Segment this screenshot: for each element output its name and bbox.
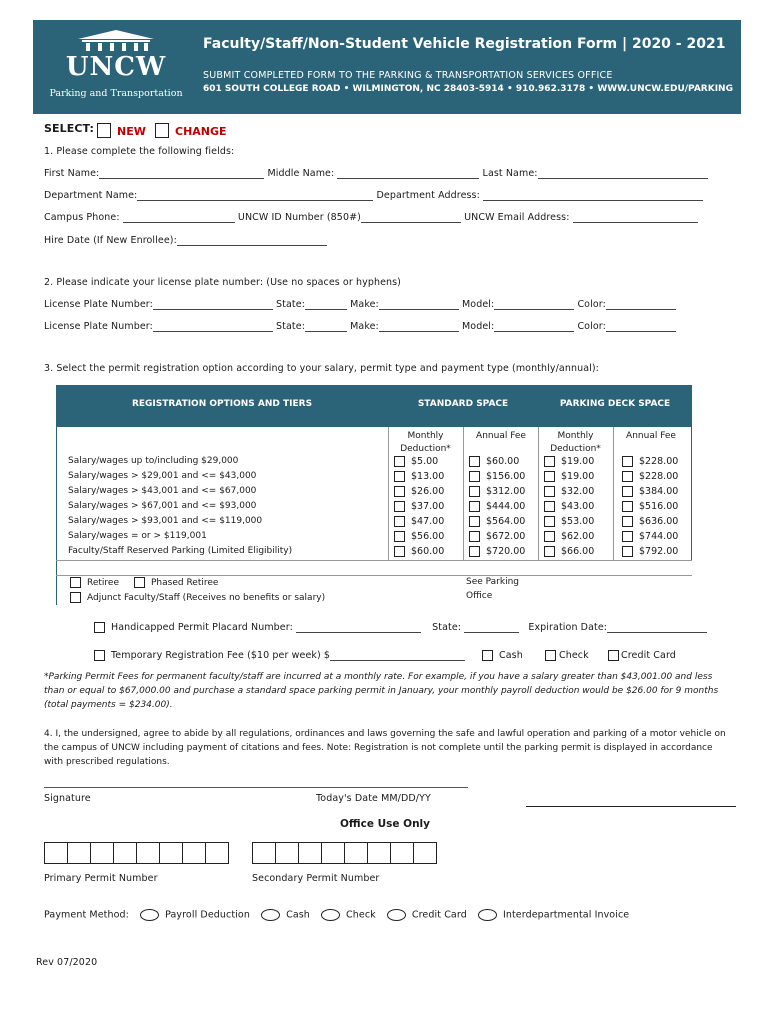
adjunct-label: Adjunct Faculty/Staff (Receives no benefits or salary) <box>87 593 326 603</box>
section2-heading: 2. Please indicate your license plate number: (Use no spaces or hyphens) <box>44 277 401 288</box>
deck-annual-option[interactable] <box>622 531 678 542</box>
permit-digit-box[interactable] <box>252 842 276 864</box>
temp-cash-checkbox[interactable] <box>482 650 493 661</box>
deck-monthly-option-value: $43.00 <box>561 501 595 512</box>
tier-label <box>68 531 207 541</box>
std-annual-option-value: $720.00 <box>486 546 526 557</box>
std-annual-option-checkbox[interactable] <box>469 471 480 482</box>
uncw-logo <box>41 30 191 104</box>
handicapped-label: Handicapped Permit Placard Number: <box>111 622 293 633</box>
std-monthly-option-checkbox[interactable] <box>394 456 405 467</box>
std-monthly-option-checkbox[interactable] <box>394 486 405 497</box>
tier-label <box>68 501 256 511</box>
payment-method-label: Payment Method: <box>44 909 129 921</box>
model-field[interactable] <box>494 299 574 310</box>
permit-digit-box[interactable] <box>44 842 68 864</box>
hire-date-field[interactable] <box>177 235 327 246</box>
adjunct-checkbox[interactable] <box>70 592 81 603</box>
deck-monthly-option[interactable] <box>544 516 594 527</box>
std-monthly-option[interactable] <box>394 546 444 557</box>
hire-date-label: Hire Date (If New Enrollee): <box>44 235 177 246</box>
retiree-option[interactable] <box>70 577 119 588</box>
interdepartmental-radio[interactable] <box>478 909 497 921</box>
std-annual-option-checkbox[interactable] <box>469 456 480 467</box>
col-options: REGISTRATION OPTIONS AND TIERS <box>56 399 388 409</box>
temp-check-label: Check <box>559 650 589 661</box>
tier-label-value: Salary/wages up to/including $29,000 <box>68 456 239 466</box>
see-parking-office: See Parking Office <box>466 577 520 601</box>
department-address-label: Department Address: <box>376 190 480 201</box>
model-field[interactable] <box>494 321 574 332</box>
deck-annual-option[interactable] <box>622 516 678 527</box>
date-label: Today's Date MM/DD/YY <box>316 793 431 804</box>
new-option[interactable] <box>97 120 146 139</box>
sub-std-monthly: Monthly Deduction* <box>400 431 451 454</box>
std-monthly-option[interactable] <box>394 456 438 467</box>
deck-annual-option-checkbox[interactable] <box>622 501 633 512</box>
std-monthly-option-checkbox[interactable] <box>394 471 405 482</box>
change-label: CHANGE <box>175 125 227 138</box>
deck-annual-option-value: $744.00 <box>639 531 679 542</box>
hc-expiration-field[interactable] <box>607 622 707 633</box>
deck-monthly-option-value: $62.00 <box>561 531 595 542</box>
payroll-label: Payroll Deduction <box>165 909 250 921</box>
hc-state-field[interactable] <box>464 622 519 633</box>
deck-annual-option-value: $384.00 <box>639 486 679 497</box>
deck-monthly-option-value: $32.00 <box>561 486 595 497</box>
deck-monthly-option-value: $53.00 <box>561 516 595 527</box>
cash-label: Cash <box>286 909 310 921</box>
plate-field[interactable] <box>153 321 273 332</box>
uncw-id-label: UNCW ID Number (850#) <box>237 212 361 223</box>
deck-monthly-option-value: $19.00 <box>561 471 595 482</box>
permit-digit-box[interactable] <box>205 842 229 864</box>
hire-date-row <box>44 235 327 246</box>
tier-label-value: Salary/wages = or > $119,001 <box>68 531 207 541</box>
color-label: Color: <box>577 299 606 310</box>
tier-label-value: Salary/wages > $93,001 and <= $119,000 <box>68 516 263 526</box>
deck-monthly-option-checkbox[interactable] <box>544 501 555 512</box>
deck-annual-option-checkbox[interactable] <box>622 516 633 527</box>
phased-retiree-checkbox[interactable] <box>134 577 145 588</box>
std-annual-option[interactable] <box>469 501 525 512</box>
section3-heading: 3. Select the permit registration option according to your salary, permit type and payment type (monthly/annual): <box>44 363 599 374</box>
tier-label-value: Salary/wages > $43,001 and <= $67,000 <box>68 486 257 496</box>
make-label: Make: <box>350 299 379 310</box>
deck-monthly-option[interactable] <box>544 546 594 557</box>
deck-annual-option-value: $792.00 <box>639 546 679 557</box>
deck-monthly-option[interactable] <box>544 531 594 542</box>
std-monthly-option-checkbox[interactable] <box>394 546 405 557</box>
permit-digit-box[interactable] <box>67 842 91 864</box>
std-annual-option-checkbox[interactable] <box>469 501 480 512</box>
std-monthly-option[interactable] <box>394 471 444 482</box>
temp-credit-label: Credit Card <box>621 650 676 661</box>
temp-cash-label: Cash <box>499 650 523 661</box>
model-label: Model: <box>461 299 495 310</box>
permit-digit-box[interactable] <box>367 842 391 864</box>
std-annual-option[interactable] <box>469 471 525 482</box>
state-field[interactable] <box>305 321 347 332</box>
temp-cash-option[interactable] <box>482 650 523 661</box>
temporary-row <box>94 650 465 661</box>
deck-annual-option-checkbox[interactable] <box>622 456 633 467</box>
handicapped-row <box>94 622 707 633</box>
pillars-icon <box>76 30 156 52</box>
cash-radio[interactable] <box>261 909 280 921</box>
permit-digit-box[interactable] <box>344 842 368 864</box>
sub-deck-annual: Annual Fee <box>626 431 676 441</box>
select-label: SELECT: <box>44 122 95 135</box>
plate-label: License Plate Number: <box>44 321 153 332</box>
tier-label-value: Faculty/Staff Reserved Parking (Limited Eligibility) <box>68 546 293 556</box>
credit-label: Credit Card <box>411 909 467 921</box>
permit-digit-box[interactable] <box>90 842 114 864</box>
std-annual-option-value: $312.00 <box>486 486 526 497</box>
std-monthly-option[interactable] <box>394 486 444 497</box>
deck-annual-option[interactable] <box>622 546 678 557</box>
std-monthly-option-value: $56.00 <box>411 531 445 542</box>
change-checkbox[interactable] <box>155 123 169 138</box>
std-annual-option-checkbox[interactable] <box>469 546 480 557</box>
hc-state-label: State: <box>432 622 462 633</box>
std-annual-option[interactable] <box>469 486 525 497</box>
department-row <box>44 190 703 201</box>
section1-heading: 1. Please complete the following fields: <box>44 146 235 157</box>
deck-monthly-option-checkbox[interactable] <box>544 471 555 482</box>
plate-label: License Plate Number: <box>44 299 153 310</box>
placard-number-field[interactable] <box>296 622 421 633</box>
office-use-title: Office Use Only <box>339 818 431 830</box>
std-monthly-option-value: $13.00 <box>411 471 445 482</box>
new-label: NEW <box>117 125 146 138</box>
std-annual-option[interactable] <box>469 516 525 527</box>
deck-annual-option[interactable] <box>622 486 678 497</box>
deck-annual-option[interactable] <box>622 471 678 482</box>
header-banner <box>33 20 741 114</box>
sub-std-annual: Annual Fee <box>476 431 526 441</box>
std-annual-option-value: $672.00 <box>486 531 526 542</box>
form-subtitle: SUBMIT COMPLETED FORM TO THE PARKING & TRANSPORTATION SERVICES OFFICE <box>203 70 613 81</box>
retiree-checkbox[interactable] <box>70 577 81 588</box>
permit-digit-box[interactable] <box>159 842 183 864</box>
deck-monthly-option-value: $19.00 <box>561 456 595 467</box>
tier-label <box>68 546 292 556</box>
deck-annual-option-value: $228.00 <box>639 456 679 467</box>
permit-digit-box[interactable] <box>298 842 322 864</box>
form-title: Faculty/Staff/Non-Student Vehicle Registration Form | 2020 - 2021 <box>203 36 726 52</box>
logo-text: UNCW <box>65 52 167 82</box>
std-monthly-option[interactable] <box>394 501 444 512</box>
department-name-label: Department Name: <box>44 190 138 201</box>
std-monthly-option-checkbox[interactable] <box>394 516 405 527</box>
deck-monthly-option[interactable] <box>544 501 594 512</box>
temp-check-option[interactable] <box>545 650 589 661</box>
new-checkbox[interactable] <box>97 123 111 138</box>
std-monthly-option-value: $5.00 <box>411 456 439 467</box>
check-radio[interactable] <box>321 909 340 921</box>
revision-label: Rev 07/2020 <box>36 957 98 968</box>
temp-credit-checkbox[interactable] <box>608 650 619 661</box>
tier-label <box>68 486 256 496</box>
deck-annual-option-value: $636.00 <box>639 516 679 527</box>
change-option[interactable] <box>155 120 227 139</box>
handicapped-checkbox[interactable] <box>94 622 105 633</box>
deck-annual-option-checkbox[interactable] <box>622 486 633 497</box>
std-monthly-option-value: $60.00 <box>411 546 445 557</box>
permit-digit-box[interactable] <box>413 842 437 864</box>
temporary-label: Temporary Registration Fee ($10 per week) $ <box>111 650 331 661</box>
uncw-id-field[interactable] <box>361 212 461 223</box>
deck-annual-option-value: $516.00 <box>639 501 679 512</box>
state-label: State: <box>276 299 305 310</box>
tier-label-value: Salary/wages > $67,001 and <= $93,000 <box>68 501 257 511</box>
tier-label <box>68 456 238 466</box>
std-annual-option[interactable] <box>469 546 525 557</box>
deck-annual-option[interactable] <box>622 456 678 467</box>
plate-row-2 <box>44 321 676 332</box>
signature-label: Signature <box>44 793 91 804</box>
tier-label-value: Salary/wages > $29,001 and <= $43,000 <box>68 471 257 481</box>
secondary-permit-label: Secondary Permit Number <box>252 873 380 884</box>
plate-row-1 <box>44 299 676 310</box>
std-monthly-option-value: $47.00 <box>411 516 445 527</box>
std-annual-option-value: $564.00 <box>486 516 526 527</box>
deck-monthly-option[interactable] <box>544 456 594 467</box>
middle-name-field[interactable] <box>337 168 479 179</box>
temporary-checkbox[interactable] <box>94 650 105 661</box>
name-row <box>44 168 708 179</box>
office-address: 601 SOUTH COLLEGE ROAD • WILMINGTON, NC 28403-5914 • 910.962.3178 • WWW.UNCW.EDU/PARKING <box>203 84 733 94</box>
payment-method-row <box>44 909 629 921</box>
state-label: State: <box>276 321 305 332</box>
std-annual-option-checkbox[interactable] <box>469 531 480 542</box>
retiree-label: Retiree <box>87 578 119 588</box>
interdepartmental-label: Interdepartmental Invoice <box>502 909 630 921</box>
deck-annual-option-checkbox[interactable] <box>622 471 633 482</box>
plate-field[interactable] <box>153 299 273 310</box>
std-annual-option-value: $444.00 <box>486 501 526 512</box>
first-name-field[interactable] <box>99 168 264 179</box>
department-name-field[interactable] <box>137 190 373 201</box>
fee-footnote: *Parking Permit Fees for permanent faculty/staff are incurred at a monthly rate. For example, if you have a salary greater than $43,001.00 and less than or equal to $67,000.00 and purchase a standard space parking permit in January, your monthly payroll deduction would be $26.00 for 9 months (total payments = $234.00). <box>44 672 719 710</box>
make-field[interactable] <box>379 321 459 332</box>
permit-table <box>56 385 692 605</box>
check-label: Check <box>346 909 376 921</box>
campus-phone-label: Campus Phone: <box>44 212 120 223</box>
email-field[interactable] <box>573 212 698 223</box>
last-name-label: Last Name: <box>482 168 538 179</box>
email-label: UNCW Email Address: <box>464 212 570 223</box>
std-monthly-option[interactable] <box>394 531 444 542</box>
std-annual-option-checkbox[interactable] <box>469 516 480 527</box>
deck-monthly-option-checkbox[interactable] <box>544 546 555 557</box>
color-field[interactable] <box>606 299 676 310</box>
temporary-amount-field[interactable] <box>330 650 465 661</box>
logo-subtitle: Parking and Transportation <box>49 88 183 99</box>
std-annual-option-checkbox[interactable] <box>469 486 480 497</box>
deck-monthly-option[interactable] <box>544 471 594 482</box>
first-name-label: First Name: <box>44 168 100 179</box>
permit-digit-box[interactable] <box>182 842 206 864</box>
std-monthly-option[interactable] <box>394 516 444 527</box>
temp-check-checkbox[interactable] <box>545 650 556 661</box>
phased-retiree-option[interactable] <box>134 577 218 588</box>
permit-digit-box[interactable] <box>113 842 137 864</box>
deck-annual-option[interactable] <box>622 501 678 512</box>
make-label: Make: <box>350 321 379 332</box>
permit-digit-box[interactable] <box>390 842 414 864</box>
temp-credit-option[interactable] <box>608 650 676 661</box>
deck-monthly-option-checkbox[interactable] <box>544 456 555 467</box>
std-annual-option-value: $156.00 <box>486 471 526 482</box>
color-label: Color: <box>577 321 606 332</box>
primary-permit-label: Primary Permit Number <box>44 873 158 884</box>
adjunct-option[interactable] <box>70 592 325 603</box>
deck-monthly-option-checkbox[interactable] <box>544 486 555 497</box>
std-annual-option-value: $60.00 <box>486 456 520 467</box>
permit-digit-box[interactable] <box>321 842 345 864</box>
std-annual-option[interactable] <box>469 531 525 542</box>
hc-expiration-label: Expiration Date: <box>528 622 608 633</box>
state-field[interactable] <box>305 299 347 310</box>
signature-line[interactable] <box>44 787 468 788</box>
color-field[interactable] <box>606 321 676 332</box>
deck-annual-option-checkbox[interactable] <box>622 531 633 542</box>
phased-retiree-label: Phased Retiree <box>151 578 219 588</box>
campus-phone-field[interactable] <box>123 212 235 223</box>
std-monthly-option-value: $37.00 <box>411 501 445 512</box>
deck-monthly-option-checkbox[interactable] <box>544 531 555 542</box>
department-address-field[interactable] <box>483 190 703 201</box>
permit-digit-box[interactable] <box>275 842 299 864</box>
deck-annual-option-checkbox[interactable] <box>622 546 633 557</box>
deck-monthly-option-value: $66.00 <box>561 546 595 557</box>
deck-annual-option-value: $228.00 <box>639 471 679 482</box>
agreement-text: 4. I, the undersigned, agree to abide by all regulations, ordinances and laws governing the safe and lawful operation and parking of a motor vehicle on the campus of UNCW including payment of citations and fees. Note: Registration is not complete until the parking permit is displayed in accordance with prescribed regulations. <box>44 729 726 767</box>
make-field[interactable] <box>379 299 459 310</box>
col-deck: PARKING DECK SPACE <box>538 399 692 409</box>
tier-label <box>68 471 256 481</box>
std-monthly-option-value: $26.00 <box>411 486 445 497</box>
middle-name-label: Middle Name: <box>267 168 335 179</box>
col-standard: STANDARD SPACE <box>388 399 538 409</box>
std-monthly-option-checkbox[interactable] <box>394 531 405 542</box>
std-monthly-option-checkbox[interactable] <box>394 501 405 512</box>
contact-row <box>44 212 698 223</box>
sub-deck-monthly: Monthly Deduction* <box>550 431 601 454</box>
last-name-field[interactable] <box>538 168 708 179</box>
payroll-radio[interactable] <box>140 909 159 921</box>
deck-monthly-option-checkbox[interactable] <box>544 516 555 527</box>
deck-monthly-option[interactable] <box>544 486 594 497</box>
tier-label <box>68 516 262 526</box>
std-annual-option[interactable] <box>469 456 519 467</box>
permit-digit-box[interactable] <box>136 842 160 864</box>
model-label: Model: <box>461 321 495 332</box>
divider <box>526 806 736 807</box>
credit-radio[interactable] <box>387 909 406 921</box>
